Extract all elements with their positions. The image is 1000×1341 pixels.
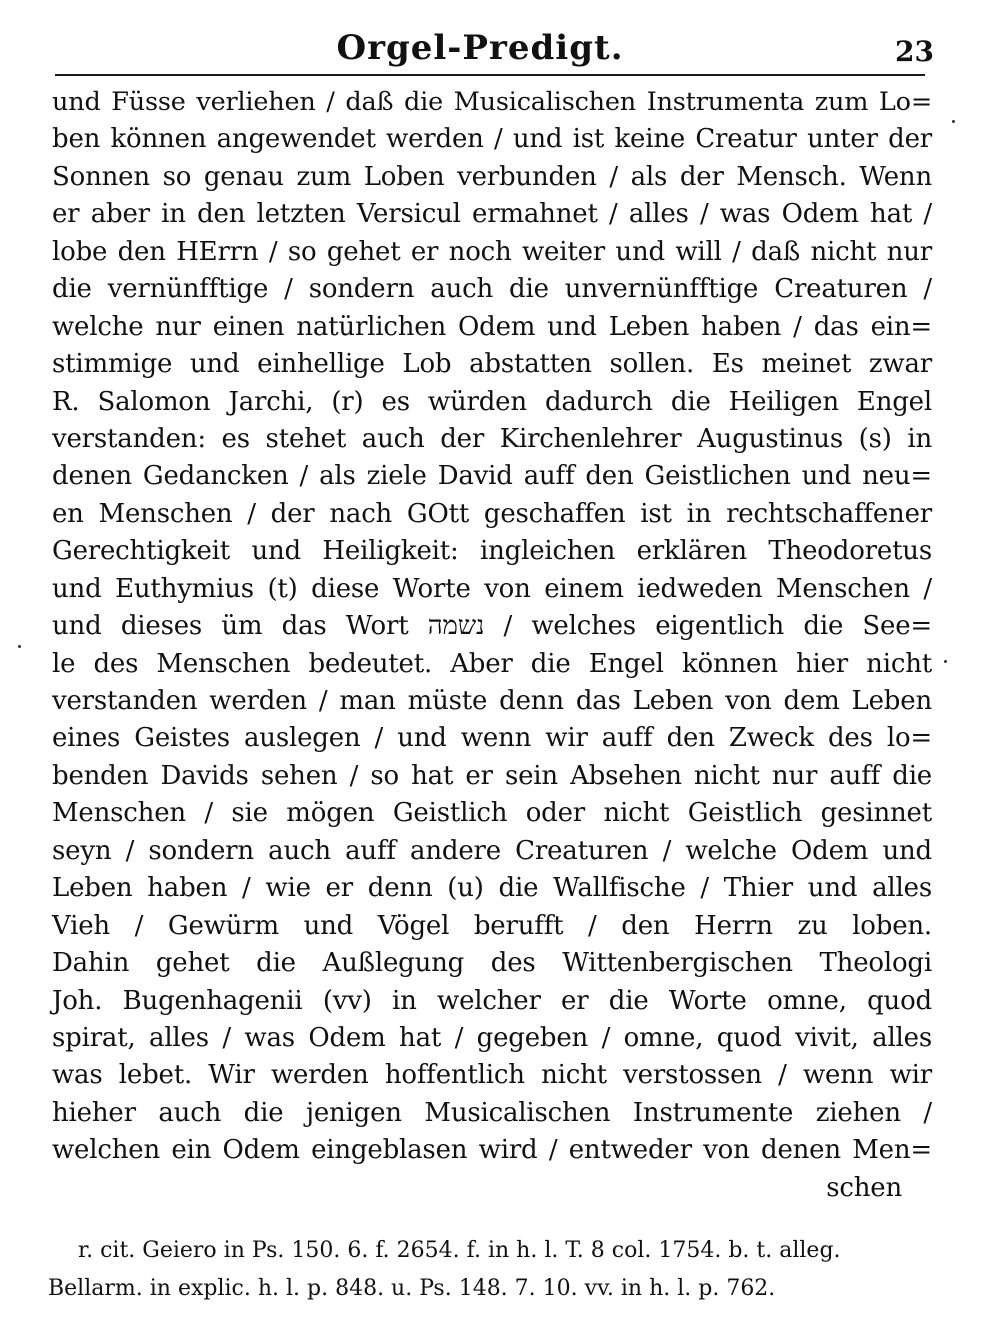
text-line: verstanden: es stehet auch der Kirchenlehrer Augustinus (s) in: [52, 423, 932, 454]
text-line: Gerechtigkeit und Heiligkeit: ingleichen erklären Theodoretus: [52, 536, 932, 567]
text-line: le des Menschen bedeutet. Aber die Engel können hier nicht: [52, 648, 932, 679]
text-line: Joh. Bugenhagenii (vv) in welcher er die Worte omne, quod: [52, 985, 932, 1016]
text-line: Dahin gehet die Außlegung des Wittenbergischen Theologi: [52, 948, 932, 979]
text-line: verstanden werden / man müste denn das Leben von dem Leben: [52, 686, 932, 716]
footnote-line: Bellarm. in explic. h. l. p. 848. u. Ps. 148. 7. 10. vv. in h. l. p. 762.: [48, 1276, 776, 1301]
text-line: er aber in den letzten Versicul ermahnet / alles / was Odem hat /: [52, 199, 932, 230]
text-line: seyn / sondern auch auff andere Creaturen / welche Odem und: [52, 835, 932, 866]
header-rule: [55, 74, 925, 76]
page-number: 23: [895, 35, 934, 68]
text-line: und Füsse verliehen / daß die Musicalischen Instrumenta zum Lo=: [52, 87, 932, 117]
scan-speck: [944, 660, 947, 663]
catchword: schen: [826, 1172, 902, 1203]
text-line: eines Geistes auslegen / und wenn wir auff den Zweck des lo=: [52, 723, 932, 754]
text-line: lobe den HErrn / so gehet er noch weiter und will / daß nicht nur: [52, 236, 932, 267]
text-line: Leben haben / wie er denn (u) die Wallfische / Thier und alles: [52, 873, 932, 904]
text-line: Vieh / Gewürm und Vögel berufft / den Herrn zu loben.: [52, 910, 932, 941]
text-line: und dieses üm das Wort נשמה / welches eigentlich die See=: [52, 611, 932, 642]
text-line: stimmige und einhellige Lob abstatten sollen. Es meinet zwar: [52, 349, 932, 380]
text-line: benden Davids sehen / so hat er sein Absehen nicht nur auff die: [52, 760, 932, 791]
text-line: en Menschen / der nach GOtt geschaffen ist in rechtschaffener: [52, 498, 932, 529]
text-line: R. Salomon Jarchi, (r) es würden dadurch die Heiligen Engel: [52, 386, 932, 417]
scan-speck: [18, 645, 21, 648]
text-line: und Euthymius (t) diese Worte von einem iedweden Menschen /: [52, 573, 932, 604]
running-title: Orgel-Predigt.: [336, 28, 624, 68]
text-line: ben können angewendet werden / und ist keine Creatur unter der: [52, 124, 932, 155]
text-line: Sonnen so genau zum Loben verbunden / als der Mensch. Wenn: [52, 161, 932, 192]
text-line: welchen ein Odem eingeblasen wird / entweder von denen Men=: [52, 1135, 932, 1166]
body-text: [52, 84, 932, 1207]
text-line: Menschen / sie mögen Geistlich oder nicht Geistlich gesinnet: [52, 798, 932, 829]
text-line: hieher auch die jenigen Musicalischen Instrumente ziehen /: [52, 1097, 932, 1128]
text-line: spirat, alles / was Odem hat / gegeben / omne, quod vivit, alles: [52, 1022, 932, 1053]
text-line: welche nur einen natürlichen Odem und Leben haben / das ein=: [52, 311, 932, 342]
text-line: denen Gedancken / als ziele David auff den Geistlichen und neu=: [52, 461, 932, 492]
scan-speck: [952, 120, 955, 123]
text-line: was lebet. Wir werden hoffentlich nicht verstossen / wenn wir: [52, 1060, 932, 1091]
footnotes: [48, 1232, 928, 1308]
footnote-line: r. cit. Geiero in Ps. 150. 6. f. 2654. f. in h. l. T. 8 col. 1754. b. t. alleg.: [78, 1238, 841, 1263]
text-line: die vernünfftige / sondern auch die unvernünfftige Creaturen /: [52, 274, 932, 305]
